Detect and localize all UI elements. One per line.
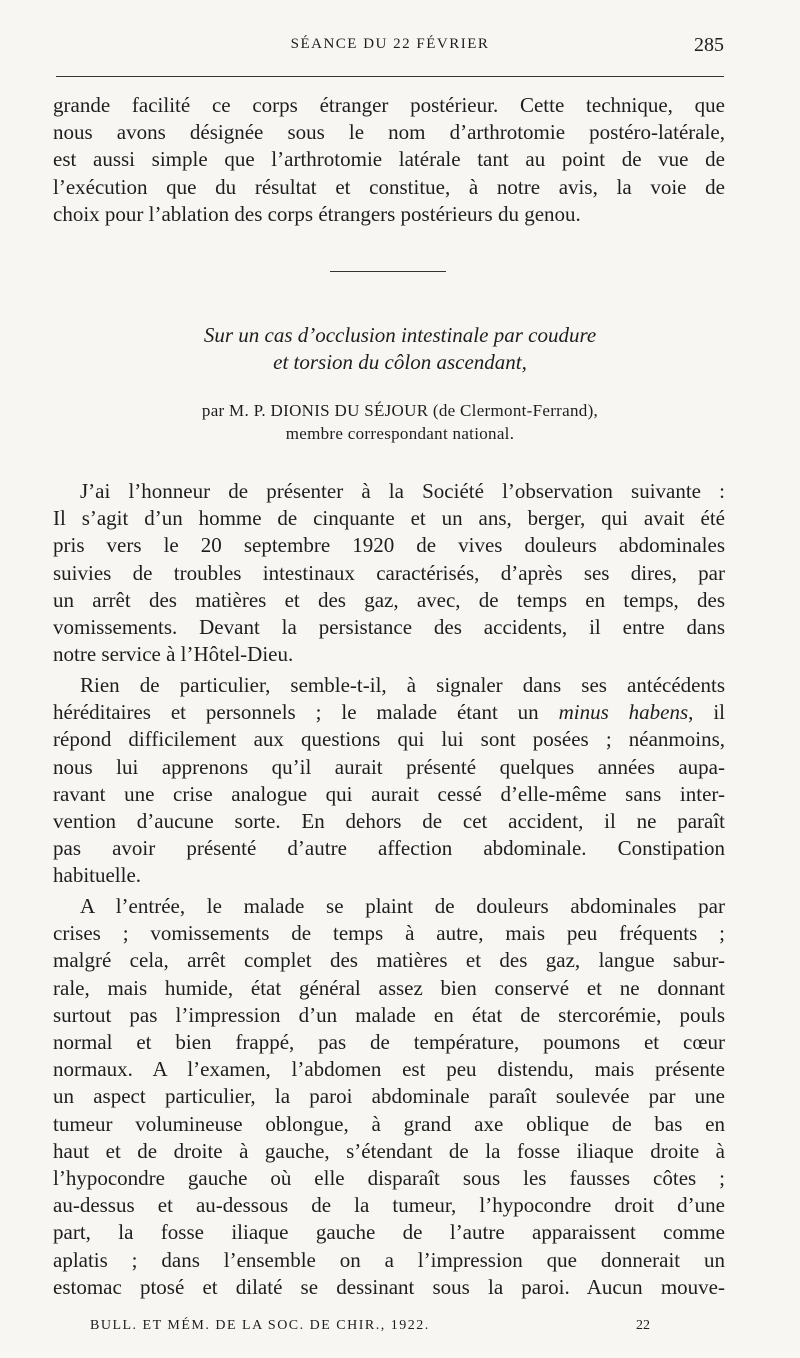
text-line: l’hypocondre gauche où elle disparaît sous les fausses côtes ; xyxy=(53,1166,725,1191)
text-line: choix pour l’ablation des corps étrangers postérieurs du genou. xyxy=(53,201,581,226)
text-line: notre service à l’Hôtel-Dieu. xyxy=(53,642,294,667)
article-title-line-1: Sur un cas d’occlusion intestinale par coudure xyxy=(203,323,597,347)
text-line: l’exécution que du résultat et constitue, à notre avis, la voie de xyxy=(53,174,725,199)
article-title-line-2: et torsion du côlon ascendant, xyxy=(273,350,527,374)
text-line: un arrêt des matières et des gaz, avec, de temps en temps, des xyxy=(53,587,725,612)
text-line: surtout pas l’impression d’un malade en état de stercorémie, pouls xyxy=(53,1002,725,1027)
byline-affiliation: membre correspondant national. xyxy=(285,424,515,443)
text-line: crises ; vomissements de temps à autre, mais peu fréquents ; xyxy=(53,921,725,946)
text-line: Rien de particulier, semble-t-il, à signaler dans ses antécédents xyxy=(80,673,725,697)
text-line: un aspect particulier, la paroi abdominale paraît soulevée par une xyxy=(53,1084,725,1109)
running-title: SÉANCE DU 22 FÉVRIER xyxy=(290,36,490,52)
latin-phrase: minus habens xyxy=(558,700,689,725)
text-line: Il s’agit d’un homme de cinquante et un ans, berger, qui avait été xyxy=(53,506,725,531)
byline-author: par M. P. DIONIS DU SÉJOUR (de Clermont-Ferrand), xyxy=(201,401,599,420)
text-line: habituelle. xyxy=(53,863,142,888)
page-number: 285 xyxy=(694,34,724,56)
text-line: vention d’aucune sorte. En dehors de cet accident, il ne paraît xyxy=(53,809,725,834)
text-line: normal et bien frappé, pas de température, poumons et cœur xyxy=(53,1030,725,1055)
text-line: malgré cela, arrêt complet des matières et des gaz, langue sabur- xyxy=(53,948,725,973)
page-footer xyxy=(90,1318,650,1340)
text-line: suivies de troubles intestinaux caractérisés, d’après ses dires, par xyxy=(53,560,725,585)
text-line: est aussi simple que l’arthrotomie latérale tant au point de vue de xyxy=(53,147,725,172)
text-line: au-dessus et au-dessous de la tumeur, l’hypocondre droit d’une xyxy=(53,1193,725,1218)
header-rule xyxy=(56,76,724,77)
text-line: héréditaires et personnels ; le malade étant un minus habens, il xyxy=(53,700,725,725)
text-line: nous avons désignée sous le nom d’arthrotomie postéro-latérale, xyxy=(53,120,725,145)
text-line: grande facilité ce corps étranger postérieur. Cette technique, que xyxy=(53,93,725,117)
paragraph-1 xyxy=(53,478,725,668)
text-line: nous lui apprenons qu’il aurait présenté quelques années aupa- xyxy=(53,754,725,779)
text-line: pris vers le 20 septembre 1920 de vives douleurs abdominales xyxy=(53,533,725,558)
running-head xyxy=(56,36,724,58)
text-line: A l’entrée, le malade se plaint de douleurs abdominales par xyxy=(80,894,725,918)
text-line: J’ai l’honneur de présenter à la Société l’observation suivante : xyxy=(80,479,725,503)
paragraph-2 xyxy=(53,672,725,890)
section-divider xyxy=(330,271,446,272)
text-line: estomac ptosé et dilaté se dessinant sous la paroi. Aucun mouve- xyxy=(53,1274,725,1299)
journal-citation: BULL. ET MÉM. DE LA SOC. DE CHIR., 1922. xyxy=(90,1318,430,1333)
text-line: pas avoir présenté d’autre affection abdominale. Constipation xyxy=(53,836,725,861)
text-line: répond difficilement aux questions qui lui sont posées ; néanmoins, xyxy=(53,727,725,752)
text-line: rale, mais humide, état général assez bien conservé et ne donnant xyxy=(53,975,725,1000)
text-line: ravant une crise analogue qui aurait cessé d’elle-même sans inter- xyxy=(53,781,725,806)
text-line: tumeur volumineuse oblongue, à grand axe oblique de bas en xyxy=(53,1111,725,1136)
signature-mark: 22 xyxy=(636,1318,650,1333)
intro-paragraph xyxy=(53,92,725,228)
text-line: normaux. A l’examen, l’abdomen est peu distendu, mais présente xyxy=(53,1057,725,1082)
paragraph-3 xyxy=(53,893,725,1301)
text-line: aplatis ; dans l’ensemble on a l’impression que donnerait un xyxy=(53,1247,725,1272)
text-line: vomissements. Devant la persistance des accidents, il entre dans xyxy=(53,615,725,640)
text-line: haut et de droite à gauche, s’étendant de la fosse iliaque droite à xyxy=(53,1138,725,1163)
text-line: part, la fosse iliaque gauche de l’autre apparaissent comme xyxy=(53,1220,725,1245)
